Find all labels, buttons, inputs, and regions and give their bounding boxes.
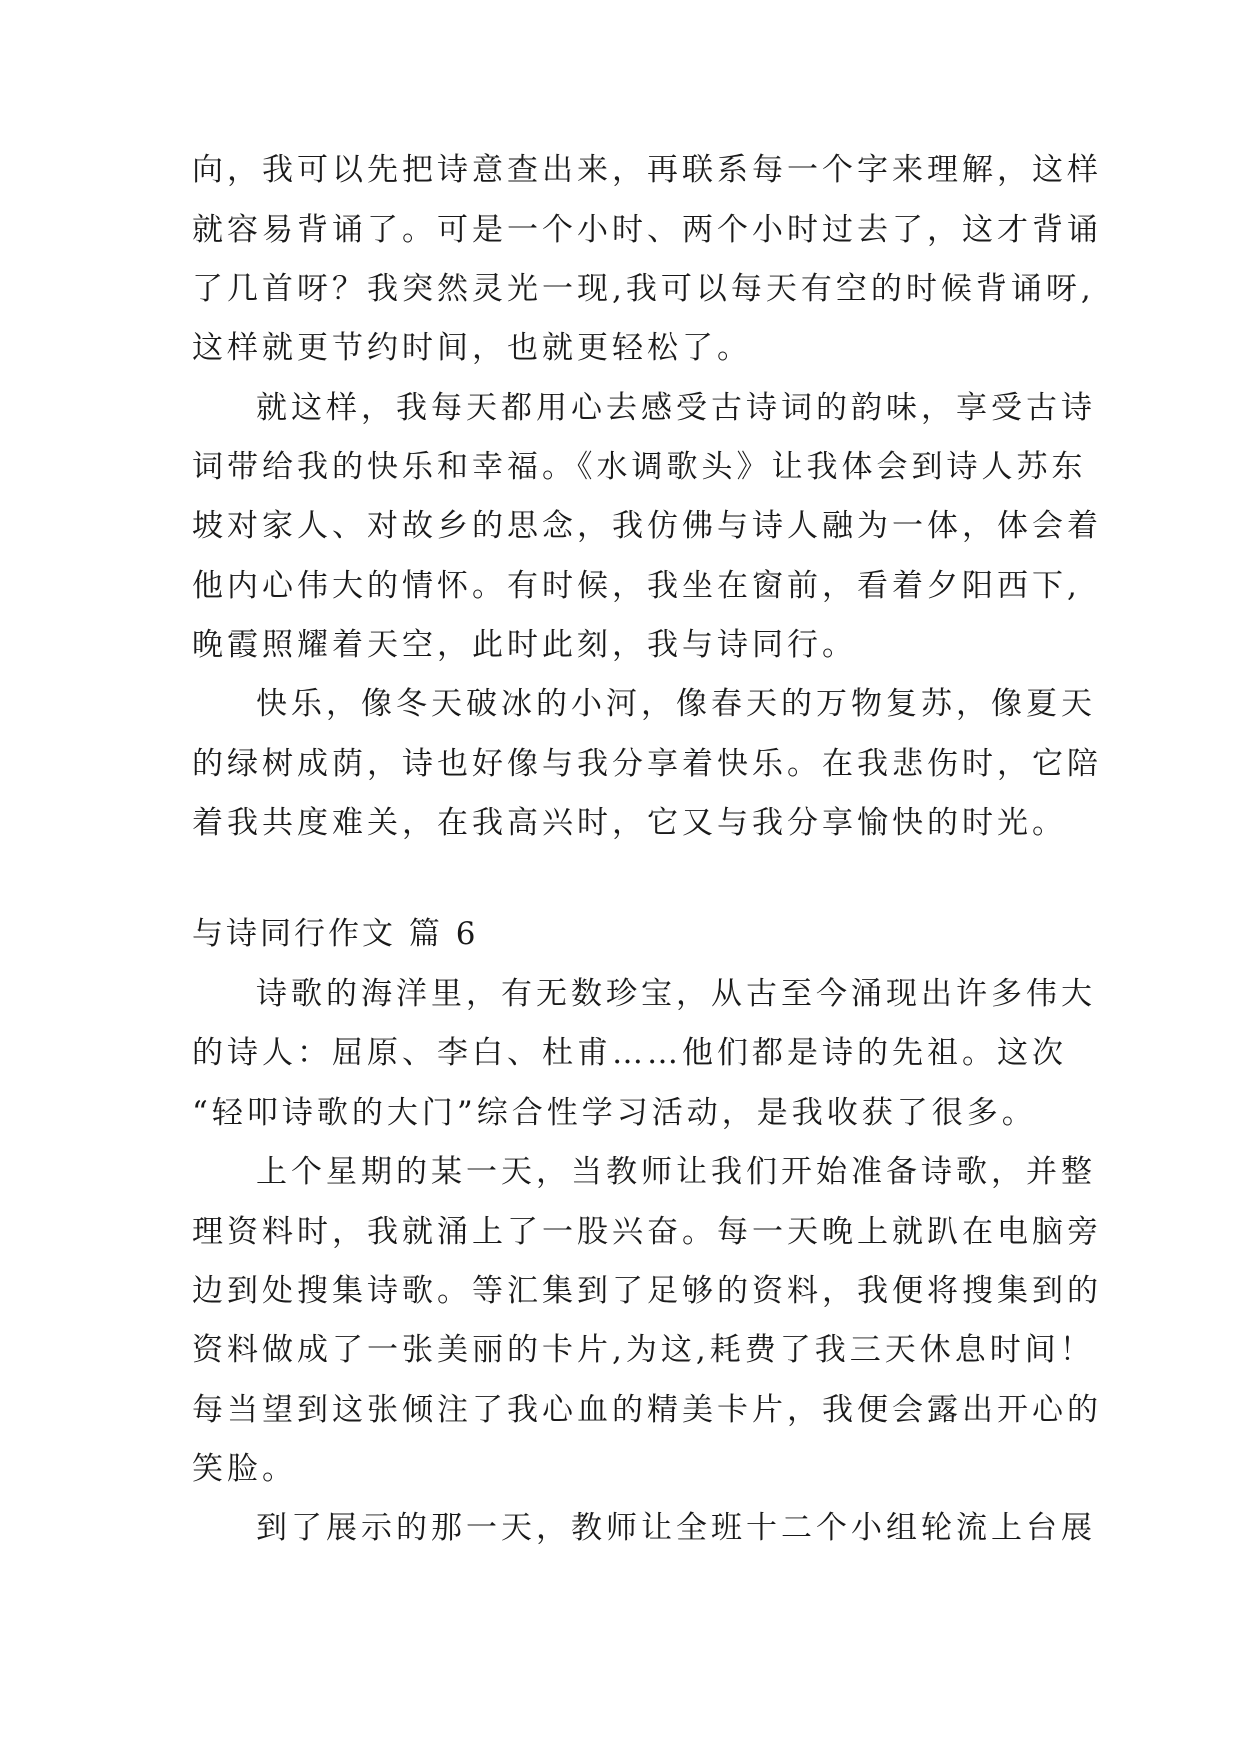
text-line: 了几首呀？我突然灵光一现,我可以每天有空的时候背诵呀, <box>192 271 1095 307</box>
text-line: 晚霞照耀着天空，此时此刻，我与诗同行。 <box>192 627 857 663</box>
text-line: 这样就更节约时间，也就更轻松了。 <box>192 330 752 366</box>
text-line: 边到处搜集诗歌。等汇集到了足够的资料，我便将搜集到的 <box>192 1273 1102 1309</box>
text-line: 每当望到这张倾注了我心血的精美卡片，我便会露出开心的 <box>192 1392 1102 1428</box>
paragraph-first-line: 诗歌的海洋里，有无数珍宝，从古至今涌现出许多伟大 <box>256 976 1096 1012</box>
text-line: “轻叩诗歌的大门”综合性学习活动，是我收获了很多。 <box>192 1095 1037 1131</box>
text-line: 的绿树成荫，诗也好像与我分享着快乐。在我悲伤时，它陪 <box>192 746 1102 782</box>
text-line: 词带给我的快乐和幸福。《水调歌头》让我体会到诗人苏东 <box>192 449 1087 485</box>
text-line: 坡对家人、对故乡的思念，我仿佛与诗人融为一体，体会着 <box>192 508 1102 544</box>
text-line: 就容易背诵了。可是一个小时、两个小时过去了，这才背诵 <box>192 212 1102 248</box>
text-line: 资料做成了一张美丽的卡片,为这,耗费了我三天休息时间！ <box>192 1332 1095 1368</box>
paragraph-first-line: 就这样，我每天都用心去感受古诗词的韵味，享受古诗 <box>256 390 1096 426</box>
section-heading: 与诗同行作文 篇 6 <box>192 916 479 952</box>
paragraph-first-line: 到了展示的那一天，教师让全班十二个小组轮流上台展 <box>256 1510 1096 1546</box>
text-line: 的诗人：屈原、李白、杜甫……他们都是诗的先祖。这次 <box>192 1035 1067 1071</box>
text-line: 理资料时，我就涌上了一股兴奋。每一天晚上就趴在电脑旁 <box>192 1214 1102 1250</box>
paragraph-first-line: 快乐，像冬天破冰的小河，像春天的万物复苏，像夏天 <box>256 686 1096 722</box>
text-line: 他内心伟大的情怀。有时候，我坐在窗前，看着夕阳西下, <box>192 568 1081 604</box>
paragraph-first-line: 上个星期的某一天，当教师让我们开始准备诗歌，并整 <box>256 1154 1096 1190</box>
text-line: 笑脸。 <box>192 1451 297 1487</box>
text-line: 着我共度难关，在我高兴时，它又与我分享愉快的时光。 <box>192 805 1067 841</box>
text-line: 向，我可以先把诗意查出来，再联系每一个字来理解，这样 <box>192 152 1102 188</box>
